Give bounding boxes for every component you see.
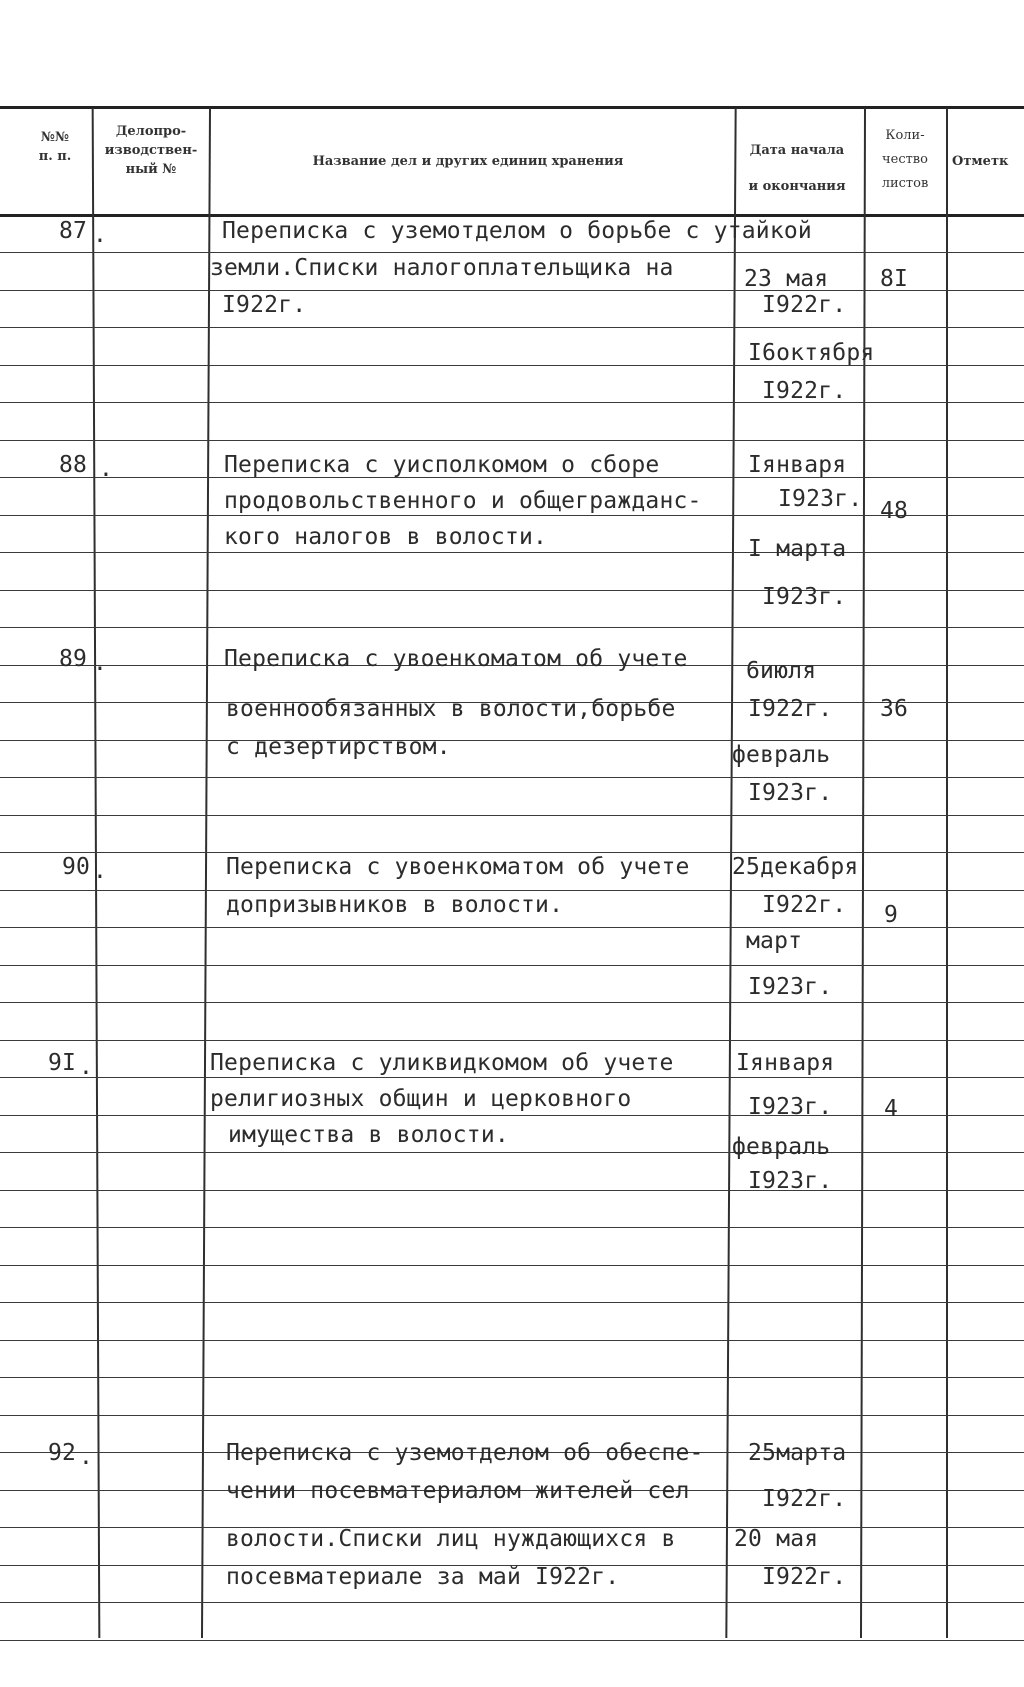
column-divider — [201, 108, 211, 1638]
entry-sheets: 8I — [880, 266, 909, 292]
ruled-line — [0, 1227, 1024, 1228]
ruled-line — [0, 1115, 1024, 1116]
header-line: Название дел и других единиц хранения — [312, 154, 624, 169]
entry-date: I922г. — [762, 1564, 847, 1590]
ruled-line — [0, 777, 1024, 778]
entry-date: I922г. — [762, 378, 847, 404]
header-line: изводствен- — [104, 143, 198, 158]
ruled-line — [0, 1602, 1024, 1603]
ruled-line — [0, 1302, 1024, 1303]
header-bottom-rule — [0, 214, 1024, 217]
ruled-line — [0, 290, 1024, 291]
entry-title-line: Переписка с уисполкомом о сборе — [224, 452, 660, 478]
ruled-line — [0, 440, 1024, 441]
entry-number: 92 — [48, 1440, 77, 1466]
entry-date: I922г. — [762, 292, 847, 318]
entry-date: I922г. — [762, 1486, 847, 1512]
header-col-title — [207, 152, 729, 171]
entry-title-line: имущества в волости. — [228, 1122, 509, 1148]
entry-date: I923г. — [748, 974, 833, 1000]
ruled-line — [0, 1265, 1024, 1266]
entry-date: март — [746, 928, 803, 954]
entry-date: 25декабря — [732, 854, 859, 880]
ruled-line — [0, 815, 1024, 816]
table-top-rule — [0, 106, 1024, 109]
entry-number: 89 — [59, 646, 88, 672]
entry-sheets: 48 — [880, 498, 909, 524]
ruled-line — [0, 590, 1024, 591]
entry-date: I922г. — [748, 696, 833, 722]
entry-mark: . — [79, 1054, 94, 1080]
entry-date: 23 мая — [744, 266, 829, 292]
entry-date: 25марта — [748, 1440, 847, 1466]
header-line: листов — [881, 176, 929, 191]
ruled-line — [0, 1040, 1024, 1041]
header-col-office-number — [97, 122, 205, 179]
entry-sheets: 9 — [884, 902, 899, 928]
entry-sheets: 4 — [884, 1096, 899, 1122]
ruled-line — [0, 1415, 1024, 1416]
entry-date: Iянваря — [736, 1050, 835, 1076]
entry-title-line: посевматериале за май I922г. — [226, 1564, 620, 1590]
entry-date: I923г. — [748, 780, 833, 806]
header-line: №№ — [40, 130, 70, 145]
ruled-line — [0, 1077, 1024, 1078]
ruled-line — [0, 252, 1024, 253]
entry-mark: . — [93, 650, 108, 676]
entry-mark: . — [93, 858, 108, 884]
entry-date: I922г. — [762, 892, 847, 918]
entry-title-line: Переписка с уземотделом об обеспе- — [226, 1440, 704, 1466]
entry-title-line: Переписка с уликвидкомом об учете — [210, 1050, 674, 1076]
entry-date: Iянваря — [748, 452, 847, 478]
entry-title-line: религиозных общин и церковного — [210, 1086, 632, 1112]
ruled-line — [0, 1340, 1024, 1341]
entry-title-line: Переписка с уземотделом о борьбе с утайкой — [222, 218, 812, 244]
ruled-line — [0, 740, 1024, 741]
header-col-number — [20, 128, 90, 166]
entry-title-line: Переписка с увоенкоматом об учете — [224, 646, 688, 672]
entry-title-line: военнообязанных в волости,борьбе — [226, 696, 676, 722]
ruled-line — [0, 627, 1024, 628]
entry-date: I923г. — [778, 486, 863, 512]
entry-title-line: земли.Списки налогоплательщика на — [210, 255, 674, 281]
header-line: и окончания — [748, 179, 846, 194]
ruled-line — [0, 965, 1024, 966]
ruled-line — [0, 402, 1024, 403]
header-line: п. п. — [38, 149, 72, 164]
entry-title-line: чении посевматериалом жителей сел — [226, 1478, 690, 1504]
entry-date: 6июля — [746, 658, 817, 684]
header-line: чество — [882, 152, 928, 167]
ruled-line — [0, 1640, 1024, 1641]
header-line: Дата начала — [749, 143, 845, 158]
header-line: Отметк — [952, 154, 1009, 169]
entry-date: I923г. — [748, 1168, 833, 1194]
entry-number: 88 — [59, 452, 88, 478]
entry-date: I923г. — [748, 1094, 833, 1120]
ruled-line — [0, 1190, 1024, 1191]
header-line: Делопро- — [115, 124, 187, 139]
entry-mark: . — [93, 222, 108, 248]
entry-number: 90 — [62, 854, 91, 880]
entry-date: февраль — [732, 1134, 831, 1160]
ruled-line — [0, 1377, 1024, 1378]
entry-title-line: продовольственного и общегражданс- — [224, 488, 702, 514]
entry-date: I6октября — [748, 340, 875, 366]
entry-date: I марта — [748, 536, 847, 562]
entry-number: 9I — [48, 1050, 77, 1076]
ruled-line — [0, 927, 1024, 928]
ruled-line — [0, 1152, 1024, 1153]
header-col-notes — [952, 152, 1024, 171]
entry-title-line: с дезертирством. — [226, 734, 451, 760]
entry-date: I923г. — [762, 584, 847, 610]
header-line: ный № — [125, 162, 177, 177]
header-col-sheets — [864, 124, 946, 196]
entry-date: февраль — [732, 742, 831, 768]
header-col-dates — [732, 133, 862, 205]
entry-mark: . — [99, 456, 114, 482]
column-divider — [860, 108, 866, 1638]
entry-title-line: I922г. — [222, 292, 307, 318]
entry-number: 87 — [59, 218, 88, 244]
entry-mark: . — [79, 1444, 94, 1470]
entry-date: 20 мая — [734, 1526, 819, 1552]
ruled-line — [0, 1002, 1024, 1003]
column-divider — [946, 108, 948, 1638]
entry-title-line: допризывников в волости. — [226, 892, 564, 918]
ruled-line — [0, 327, 1024, 328]
header-line: Коли- — [885, 128, 925, 143]
entry-sheets: 36 — [880, 696, 909, 722]
entry-title-line: волости.Списки лиц нуждающихся в — [226, 1526, 676, 1552]
ruled-line — [0, 552, 1024, 553]
entry-title-line: кого налогов в волости. — [224, 524, 548, 550]
entry-title-line: Переписка с увоенкоматом об учете — [226, 854, 690, 880]
ruled-line — [0, 515, 1024, 516]
